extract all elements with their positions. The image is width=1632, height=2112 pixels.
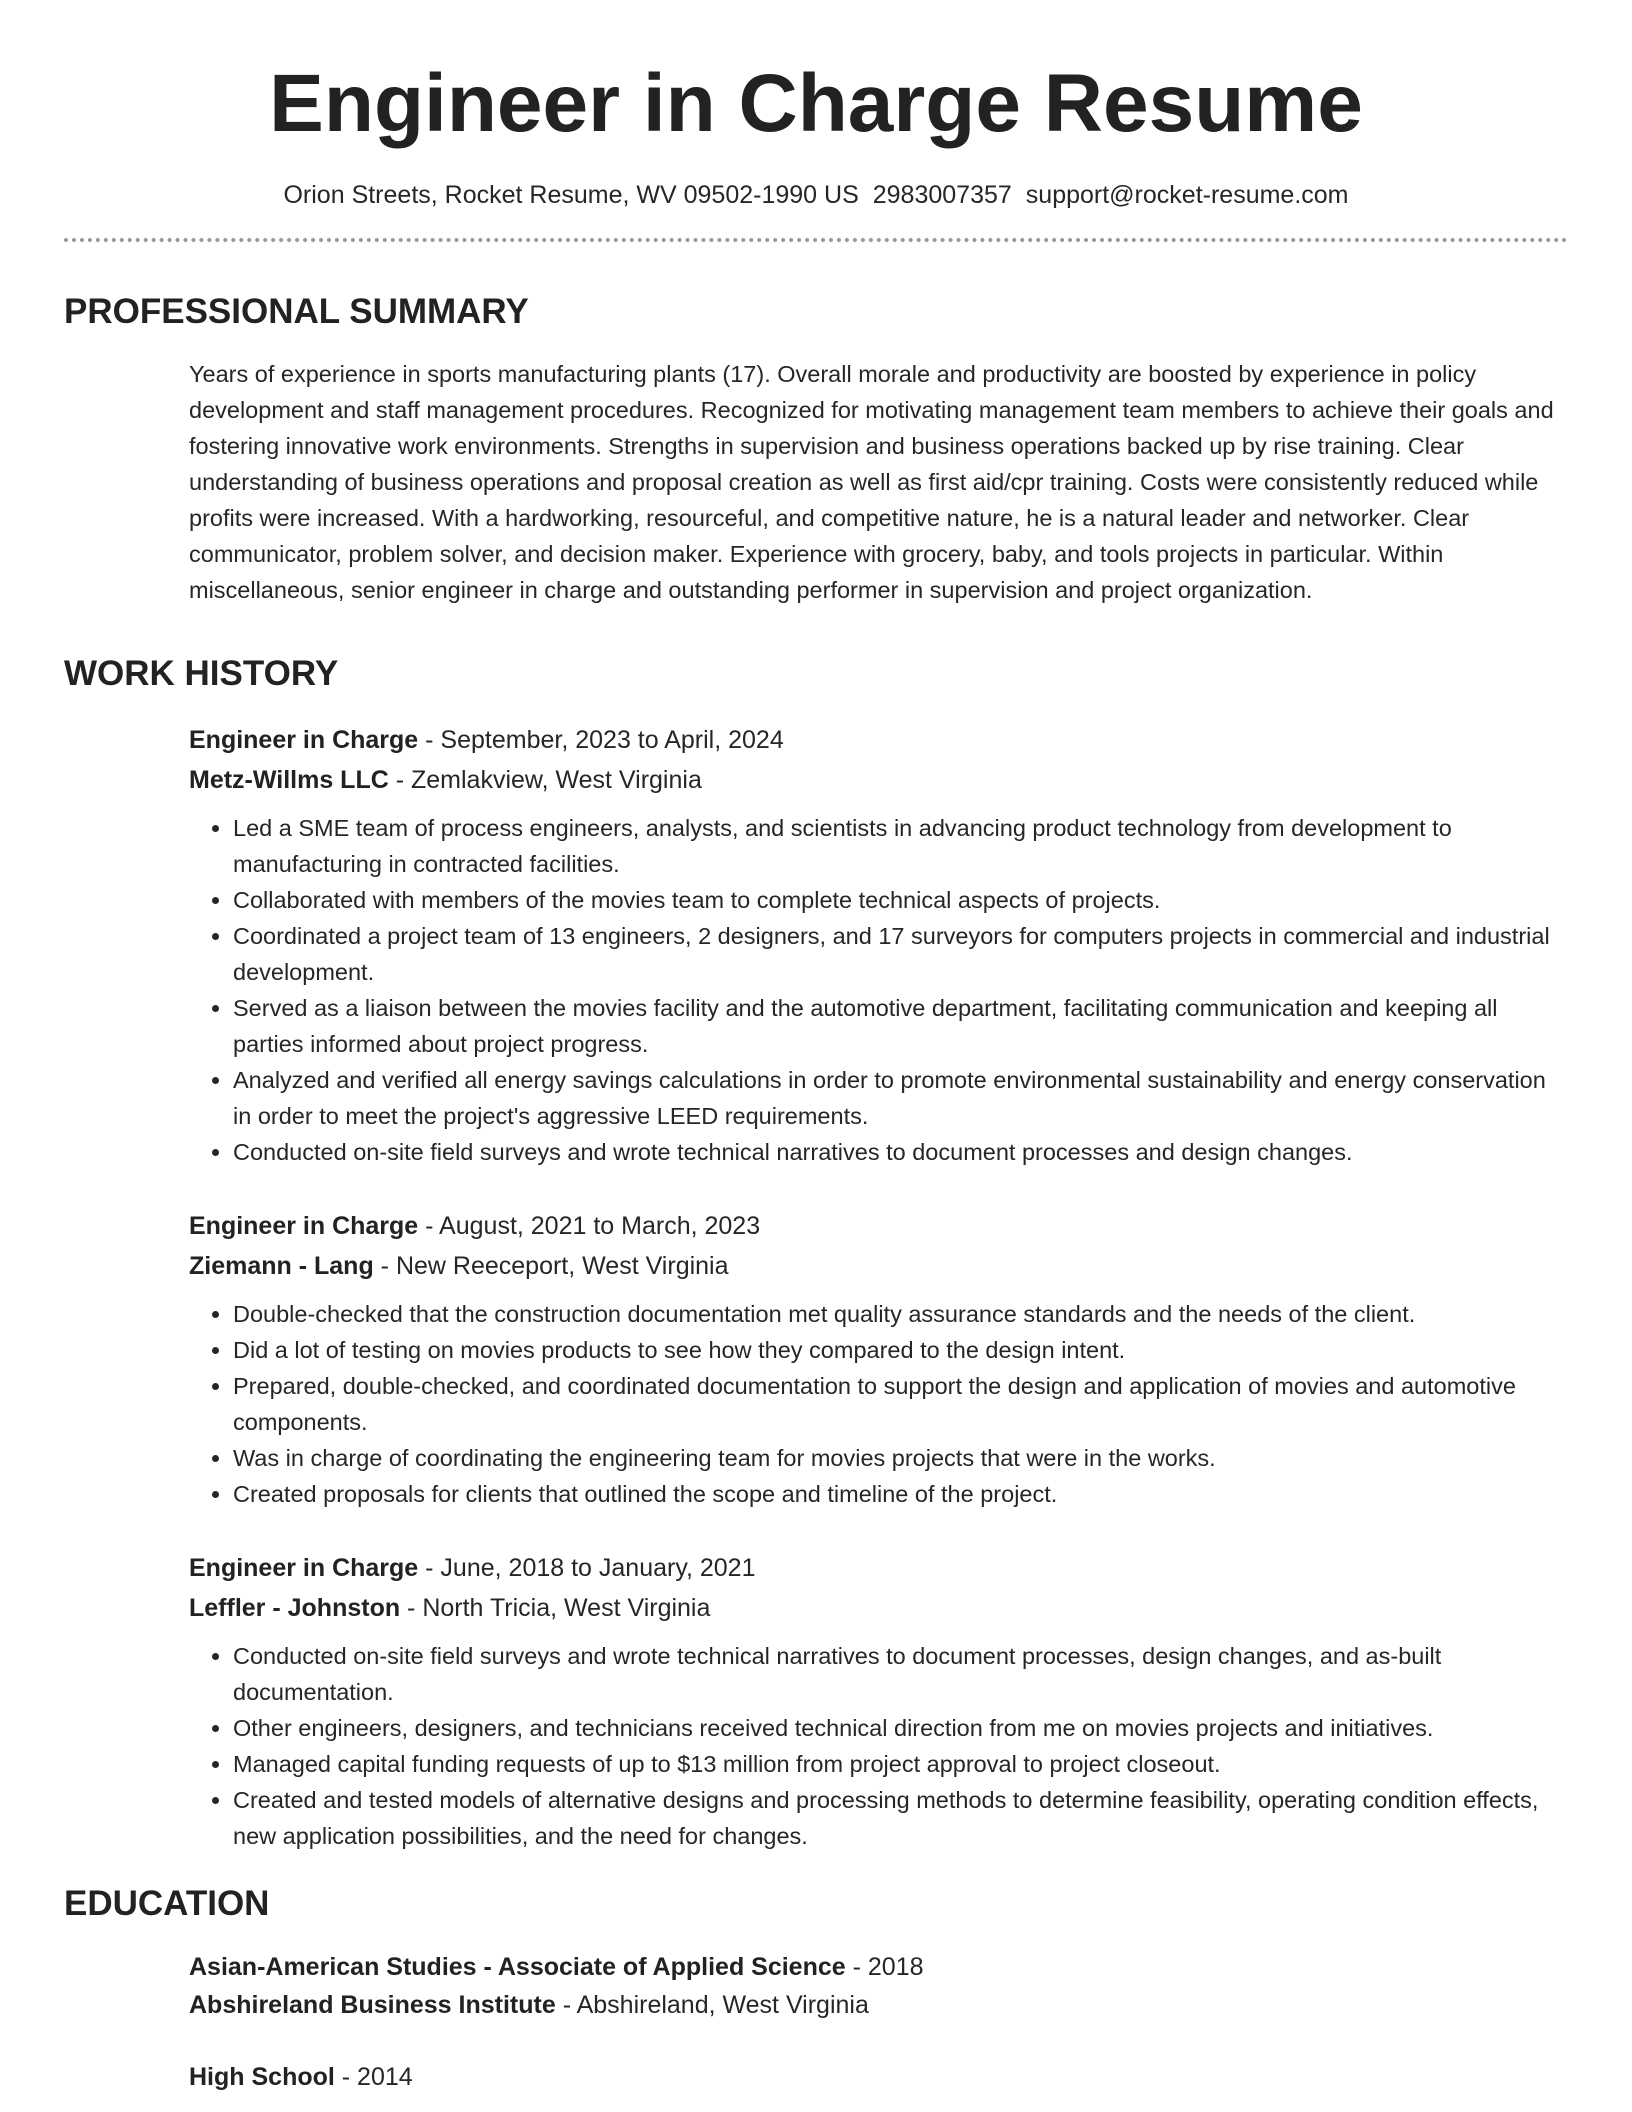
job-bullets [189,1638,1568,1854]
header-divider [64,238,1568,242]
resume-title: Engineer in Charge Resume [269,58,1363,149]
job-company-line [189,1246,1568,1286]
job-bullet: • Served as a liaison between the movies facility and the automotive department, facilitating communication and keeping all parties informed about project progress. [233,990,1568,1062]
education-degree-line [189,1948,1568,1986]
job-bullets [189,810,1568,1170]
contact-address: Orion Streets, Rocket Resume, WV 09502-1990 US [283,181,859,209]
job-entry [189,720,1568,800]
job-bullet: • Collaborated with members of the movies team to complete technical aspects of projects. [233,882,1568,918]
education-degree-line [189,2058,1568,2096]
job-role: Engineer in Charge [189,726,419,754]
job-role: Engineer in Charge [189,1554,419,1582]
job-bullet: • Managed capital funding requests of up to $13 million from project approval to project closeout. [233,1746,1568,1782]
job-dates: - June, 2018 to January, 2021 [418,1554,756,1582]
job-dates: - August, 2021 to March, 2023 [418,1212,761,1240]
job-bullet: • Prepared, double-checked, and coordinated documentation to support the design and application of movies and automotive components. [233,1368,1568,1440]
job-location: - New Reeceport, West Virginia [373,1252,729,1280]
job-bullet: • Led a SME team of process engineers, analysts, and scientists in advancing product technology from development to manufacturing in contracted facilities. [233,810,1568,882]
job-role-line [189,1206,1568,1246]
job-entry [189,1206,1568,1286]
job-bullet: • Conducted on-site field surveys and wrote technical narratives to document processes, design changes, and as-built documentation. [233,1638,1568,1710]
job-location: - North Tricia, West Virginia [400,1594,711,1622]
job-role: Engineer in Charge [189,1212,419,1240]
job-company-line [189,760,1568,800]
job-bullet: • Created and tested models of alternative designs and processing methods to determine feasibility, operating condition effects, new application possibilities, and the need for changes. [233,1782,1568,1854]
contact-email: support@rocket-resume.com [1025,181,1349,209]
job-company-line [189,1588,1568,1628]
job-company: Ziemann - Lang [189,1252,374,1280]
education-location: - Abshireland, West Virginia [555,1991,869,2019]
job-dates: - September, 2023 to April, 2024 [418,726,784,754]
job-bullet: • Coordinated a project team of 13 engineers, 2 designers, and 17 surveyors for computers projects in commercial and industrial development. [233,918,1568,990]
education-degree: High School [189,2063,335,2091]
contact-phone: 2983007357 [872,181,1012,209]
work-history-section [64,652,1568,1854]
education-heading: EDUCATION [64,1884,270,1923]
job-bullet: • Was in charge of coordinating the engineering team for movies projects that were in the works. [233,1440,1568,1476]
job-bullet: • Created proposals for clients that outlined the scope and timeline of the project. [233,1476,1568,1512]
job-entry [189,1548,1568,1628]
summary-text: Years of experience in sports manufacturing plants (17). Overall morale and productivity are boosted by experience in policy development and staff management procedures. Recognized for motivating management team members to achieve their goals and fostering innovative work environments. Strengths in supervision and business operations backed up by rise training. Clear understanding of business operations and proposal creation as well as first aid/cpr training. Costs were consistently reduced while profits were increased. With a hardworking, resourceful, and competitive nature, he is a natural leader and networker. Clear communicator, problem solver, and decision maker. Experience with grocery, baby, and tools projects in particular. Within miscellaneous, senior engineer in charge and outstanding performer in supervision and project organization. [189,361,1554,603]
job-company: Leffler - Johnston [189,1594,401,1622]
job-bullet: • Conducted on-site field surveys and wrote technical narratives to document processes and design changes. [233,1134,1568,1170]
job-bullet: • Other engineers, designers, and technicians received technical direction from me on movies projects and initiatives. [233,1710,1568,1746]
education-entry [189,1948,1568,2024]
job-location: - Zemlakview, West Virginia [388,766,702,794]
job-bullet: • Double-checked that the construction documentation met quality assurance standards and the needs of the client. [233,1296,1568,1332]
job-company: Metz-Willms LLC [189,766,389,794]
education-year: - 2014 [334,2063,413,2091]
job-bullets [189,1296,1568,1512]
education-degree: Asian-American Studies - Associate of Applied Science [189,1953,846,1981]
summary-heading: PROFESSIONAL SUMMARY [64,292,529,331]
job-bullet: • Analyzed and verified all energy savings calculations in order to promote environmental sustainability and energy conservation in order to meet the project's aggressive LEED requirements. [233,1062,1568,1134]
contact-line [64,178,1568,212]
job-role-line [189,1548,1568,1588]
job-role-line [189,720,1568,760]
work-history-heading: WORK HISTORY [64,654,339,693]
resume-page [64,0,1568,2096]
education-school: Abshireland Business Institute [189,1991,556,2019]
education-entry [189,2058,1568,2096]
job-bullet: • Did a lot of testing on movies products to see how they compared to the design intent. [233,1332,1568,1368]
education-section [64,1882,1568,2096]
summary-section [64,290,1568,608]
education-year: - 2018 [845,1953,924,1981]
education-school-line [189,1986,1568,2024]
